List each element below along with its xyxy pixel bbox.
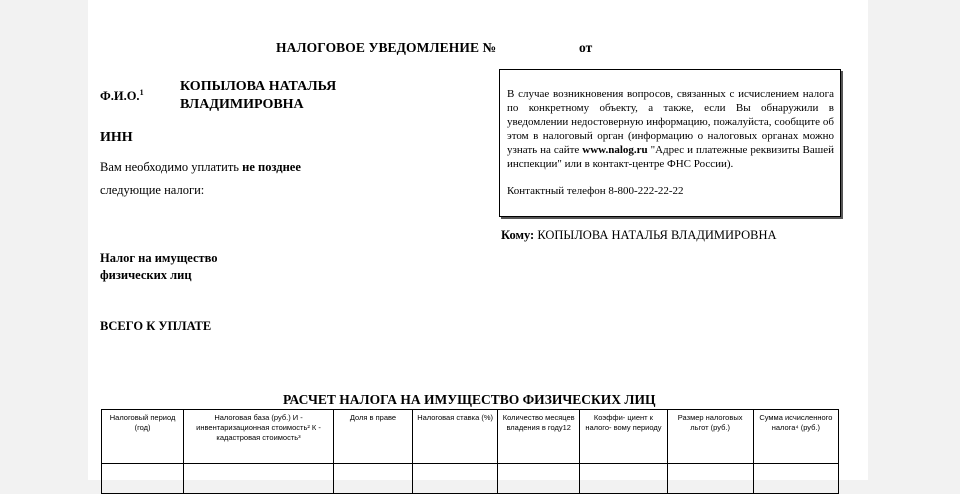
col-months: Количество месяцев владения в году12 [498,410,580,464]
table-row [102,464,839,494]
payment-instruction [100,160,301,175]
calc-section-title: РАСЧЕТ НАЛОГА НА ИМУЩЕСТВО ФИЗИЧЕСКИХ ЛИЦ [283,392,656,407]
table-cell [580,464,667,494]
total-due-label: ВСЕГО К УПЛАТЕ [100,319,212,333]
col-coefficient: Коэффи- циент к налого- вому периоду [580,410,667,464]
tax-calc-table [101,409,839,494]
inn-label: ИНН [100,130,133,145]
col-tax-period: Налоговый период (год) [102,410,184,464]
contact-phone: Контактный телефон 8-800-222-22-22 [507,185,684,197]
info-text-part-2: "Адрес и платежные реквизиты Вашей инспекции" или в контакт-центре ФНС России). [507,144,835,170]
table-cell [102,464,184,494]
col-benefits: Размер налоговых льгот (руб.) [667,410,753,464]
recipient-label: Кому: [501,228,535,242]
document-page [88,0,868,480]
recipient [501,228,777,243]
col-tax-base: Налоговая база (руб.) И - инвентаризационная стоимость² К - кадастровая стоимость³ [184,410,334,464]
table-cell [667,464,753,494]
col-tax-rate: Налоговая ставка (%) [413,410,498,464]
payment-deadline-text: не позднее [242,160,301,174]
col-tax-amount: Сумма исчисленного налога⁴ (руб.) [753,410,838,464]
info-site-link[interactable]: www.nalog.ru [582,144,648,156]
table-cell [413,464,498,494]
table-header-row [102,410,839,464]
col-share: Доля в праве [333,410,412,464]
info-text [507,87,834,171]
notice-title: НАЛОГОВОЕ УВЕДОМЛЕНИЕ № [276,40,497,55]
fio-label-text: Ф.И.О. [100,89,140,104]
fio-footnote: 1 [139,88,144,97]
table-cell [333,464,412,494]
info-text-part-1: В случае возникновения вопросов, связанных с исчислением налога по конкретному объекту, а также, если Вы обнаружили в уведомлении недостоверную информацию, пожалуйста, сообщите об этом в налоговый орган (информацию о налоговых органах можно узнать на сайте [507,88,834,156]
recipient-name: КОПЫЛОВА НАТАЛЬЯ ВЛАДИМИРОВНА [537,228,777,242]
table-cell [753,464,838,494]
table-cell [184,464,334,494]
table-cell [498,464,580,494]
notice-date-label: от [579,40,593,55]
fio-label [100,88,144,104]
info-box [499,69,841,217]
taxpayer-name: КОПЫЛОВА НАТАЛЬЯ ВЛАДИМИРОВНА [180,79,337,112]
payment-taxes-text: следующие налоги: [100,183,205,197]
payment-text: Вам необходимо уплатить [100,160,240,174]
tax-name: Налог на имущество физических лиц [100,251,218,282]
